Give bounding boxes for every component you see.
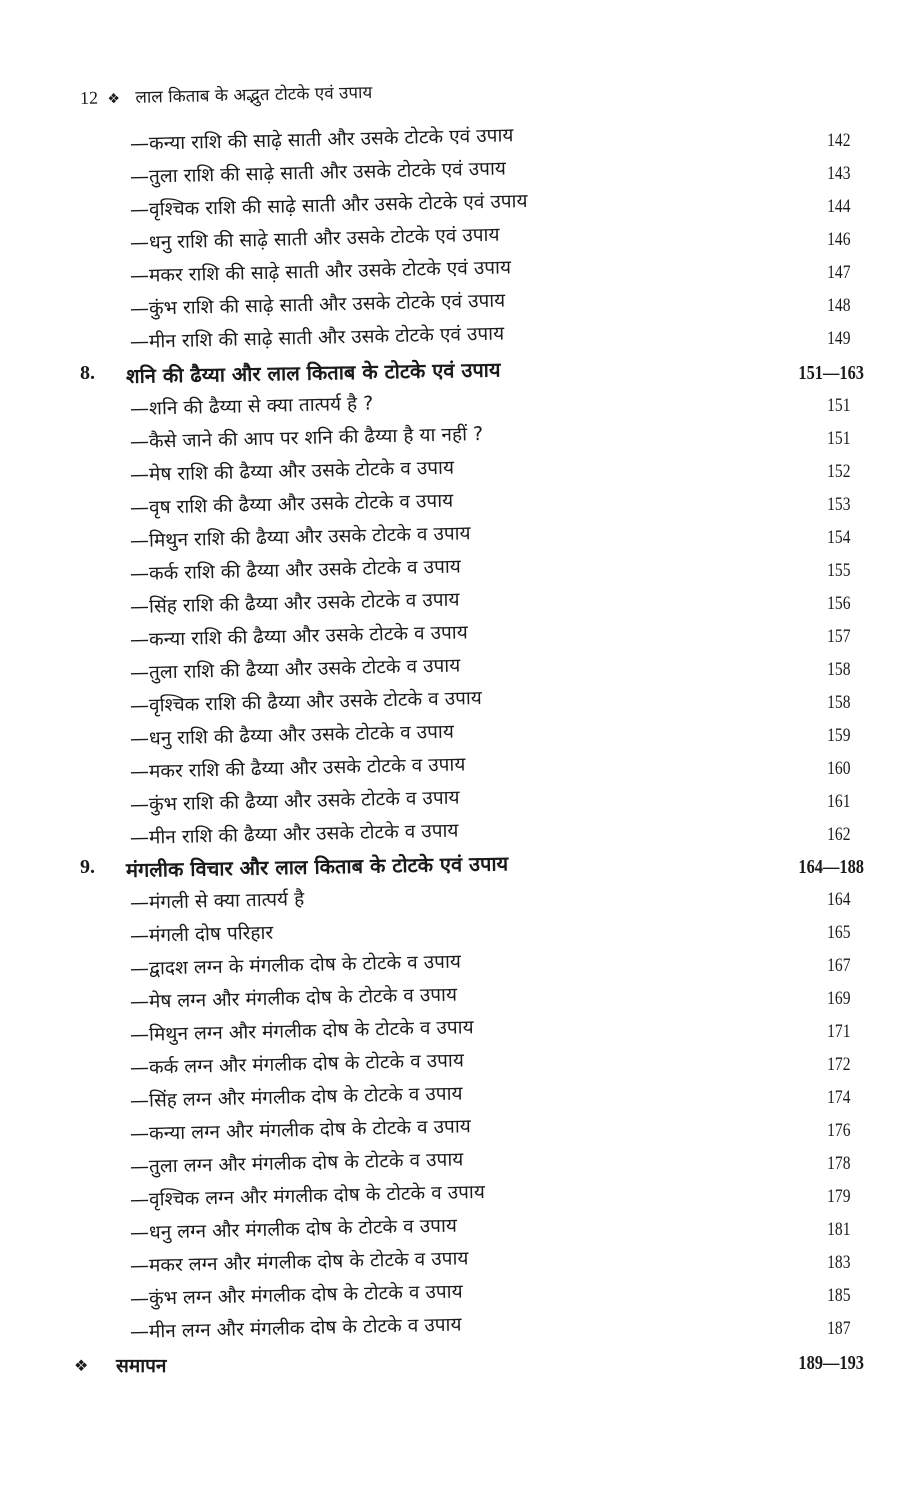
entry-page-number: 154 — [826, 527, 850, 548]
entry-page-number: 160 — [826, 758, 850, 779]
chapter-number: 8. — [80, 362, 95, 384]
entry-title: —तुला लग्न और मंगलीक दोष के टोटके व उपाय — [129, 1148, 464, 1178]
entry-page-number: 172 — [826, 1054, 850, 1075]
entry-title: —कन्या लग्न और मंगलीक दोष के टोटके व उपाय — [129, 1115, 472, 1145]
entry-page-number: 167 — [826, 955, 850, 976]
entry-title: —मेष लग्न और मंगलीक दोष के टोटके व उपाय — [129, 983, 458, 1013]
entry-page-number: 147 — [826, 262, 850, 283]
entry-title: —धनु लग्न और मंगलीक दोष के टोटके व उपाय — [129, 1214, 458, 1244]
entry-title: —मीन राशि की साढ़े साती और उसके टोटके एवं उपाय — [129, 322, 505, 353]
entry-title: —कुंभ राशि की ढैय्या और उसके टोटके व उपाय — [129, 786, 460, 816]
page-number: 12 — [79, 87, 99, 108]
entry-page-number: 187 — [826, 1318, 850, 1339]
entry-page-number: 183 — [826, 1252, 850, 1273]
entry-page-number: 156 — [826, 593, 850, 614]
entry-page-number: 152 — [826, 461, 850, 482]
entry-page-number: 143 — [826, 163, 850, 184]
entry-page-number: 146 — [826, 229, 850, 250]
entry-title: —कन्या राशि की ढैय्या और उसके टोटके व उपाय — [129, 621, 468, 651]
toc-final-section — [0, 1352, 902, 1384]
entry-page-number: 171 — [826, 1021, 850, 1042]
entry-page-number: 185 — [826, 1285, 850, 1306]
entry-page-number: 165 — [826, 922, 850, 943]
entry-title: —मिथुन राशि की ढैय्या और उसके टोटके व उपाय — [129, 522, 471, 552]
entry-page-number: 164 — [826, 889, 850, 910]
entry-title: —मेष राशि की ढैय्या और उसके टोटके व उपाय — [129, 456, 455, 486]
entry-title: समापन — [116, 1355, 167, 1377]
entry-title: मंगलीक विचार और लाल किताब के टोटके एवं उपाय — [125, 851, 509, 882]
ornament-icon: ❖ — [74, 1358, 89, 1375]
entry-title: —कर्क लग्न और मंगलीक दोष के टोटके व उपाय — [129, 1049, 465, 1079]
entry-page-number: 158 — [826, 659, 850, 680]
entry-page-number: 178 — [826, 1153, 850, 1174]
entry-page-number: 162 — [826, 824, 850, 845]
entry-title: —मंगली दोष परिहार — [129, 921, 274, 947]
entry-title: —तुला राशि की साढ़े साती और उसके टोटके एवं उपाय — [129, 157, 507, 188]
entry-page-number: 179 — [826, 1186, 850, 1207]
entry-title: —वृश्चिक लग्न और मंगलीक दोष के टोटके व उपाय — [129, 1180, 486, 1211]
entry-title: —मंगली से क्या तात्पर्य है — [129, 888, 305, 914]
entry-title: —कर्क राशि की ढैय्या और उसके टोटके व उपाय — [129, 555, 462, 585]
entry-title: —कन्या राशि की साढ़े साती और उसके टोटके एवं उपाय — [129, 124, 514, 155]
entry-title: —वृष राशि की ढैय्या और उसके टोटके व उपाय — [129, 489, 454, 519]
entry-title: —सिंह राशि की ढैय्या और उसके टोटके व उपाय — [129, 588, 460, 618]
entry-page-number: 176 — [826, 1120, 850, 1141]
entry-title: —मीन लग्न और मंगलीक दोष के टोटके व उपाय — [129, 1313, 462, 1343]
toc-chapter — [0, 357, 902, 394]
entry-page-number: 151 — [826, 395, 850, 416]
toc-entry — [0, 1313, 902, 1350]
toc-entry — [0, 322, 902, 360]
entry-page-number: 151—163 — [798, 362, 864, 384]
entry-page-number: 174 — [826, 1087, 850, 1108]
entry-page-number: 153 — [826, 494, 850, 515]
entry-title: —धनु राशि की साढ़े साती और उसके टोटके एवं उपाय — [129, 223, 500, 254]
entry-page-number: 142 — [826, 130, 850, 151]
entry-page-number: 161 — [826, 791, 850, 812]
entry-title: —मिथुन लग्न और मंगलीक दोष के टोटके व उपाय — [129, 1016, 474, 1046]
entry-page-number: 158 — [826, 692, 850, 713]
entry-page-number: 157 — [826, 626, 850, 647]
toc-entry — [0, 889, 902, 921]
chapter-number: 9. — [80, 856, 95, 878]
running-header — [80, 80, 373, 109]
entry-title: —मकर राशि की ढैय्या और उसके टोटके व उपाय — [129, 753, 466, 783]
entry-title: —द्वादश लग्न के मंगलीक दोष के टोटके व उपाय — [129, 950, 462, 980]
entry-title: —मकर राशि की साढ़े साती और उसके टोटके एवं उपाय — [129, 256, 512, 287]
toc-chapter — [0, 851, 902, 888]
entry-page-number: 189—193 — [798, 1352, 864, 1374]
entry-page-number: 149 — [826, 328, 850, 349]
entry-title: —तुला राशि की ढैय्या और उसके टोटके व उपाय — [129, 654, 461, 684]
entry-page-number: 181 — [826, 1219, 850, 1240]
entry-title: —सिंह लग्न और मंगलीक दोष के टोटके व उपाय — [129, 1082, 463, 1112]
entry-title: —मीन राशि की ढैय्या और उसके टोटके व उपाय — [129, 819, 459, 849]
entry-title: —शनि की ढैय्या से क्या तात्पर्य है ? — [129, 392, 374, 420]
entry-title: —वृश्चिक राशि की ढैय्या और उसके टोटके व उपाय — [129, 687, 483, 717]
entry-title: —कुंभ लग्न और मंगलीक दोष के टोटके व उपाय — [129, 1280, 463, 1310]
entry-title: —धनु राशि की ढैय्या और उसके टोटके व उपाय — [129, 720, 455, 750]
entry-page-number: 155 — [826, 560, 850, 581]
ornament-icon: ❖ — [107, 91, 121, 108]
entry-page-number: 151 — [826, 428, 850, 449]
entry-page-number: 144 — [826, 196, 850, 217]
entry-title: —मकर लग्न और मंगलीक दोष के टोटके व उपाय — [129, 1247, 469, 1277]
book-title: लाल किताब के अद्भुत टोटके एवं उपाय — [135, 82, 373, 108]
entry-title: शनि की ढैय्या और लाल किताब के टोटके एवं उपाय — [125, 357, 501, 388]
entry-page-number: 164—188 — [798, 856, 864, 878]
entry-title: —कैसे जाने की आप पर शनि की ढैय्या है या नहीं ? — [129, 422, 484, 453]
entry-page-number: 148 — [826, 295, 850, 316]
entry-page-number: 169 — [826, 988, 850, 1009]
entry-title: —कुंभ राशि की साढ़े साती और उसके टोटके एवं उपाय — [129, 289, 506, 320]
entry-page-number: 159 — [826, 725, 850, 746]
entry-title: —वृश्चिक राशि की साढ़े साती और उसके टोटके एवं उपाय — [129, 189, 528, 221]
